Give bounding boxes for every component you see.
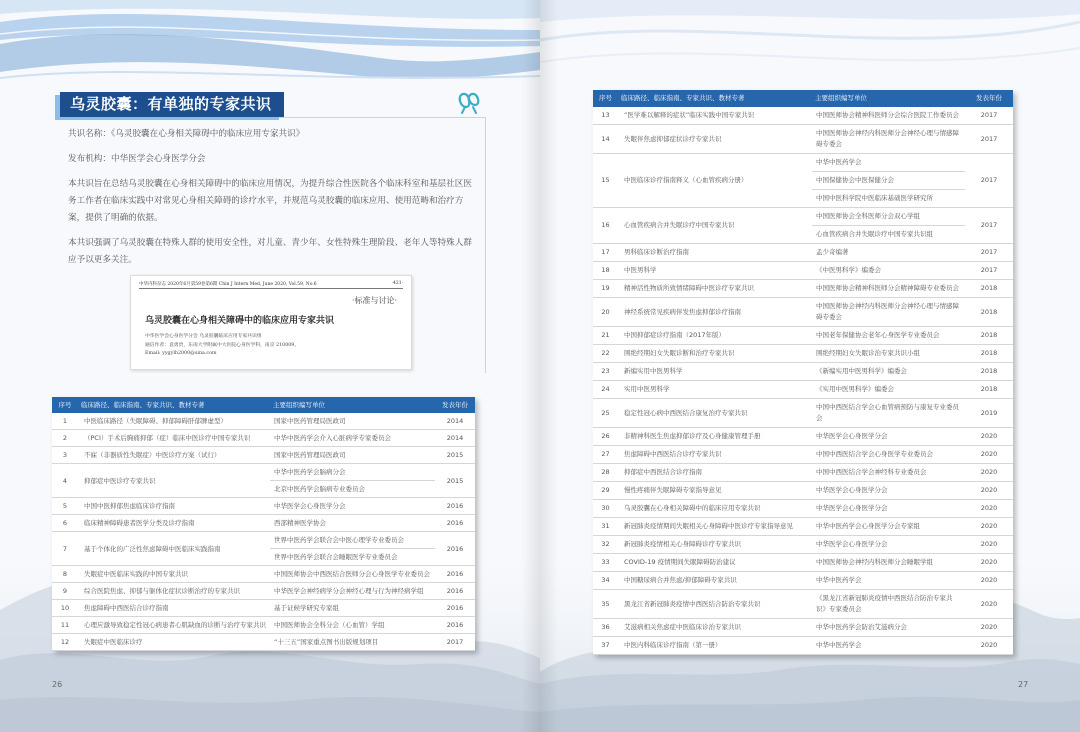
journal-section: ·标准与讨论·	[351, 296, 397, 305]
table-row	[52, 464, 475, 498]
organization-name: 中华中医药学会防治艾滋病分会	[816, 623, 907, 631]
row-number: 5	[52, 498, 78, 515]
row-year: 2017	[965, 125, 1013, 154]
row-year: 2020	[965, 619, 1013, 637]
table-header-row	[593, 90, 1013, 107]
row-organizations	[812, 446, 965, 464]
organization-name: 孟少奇编著	[816, 248, 849, 256]
table-row	[593, 637, 1013, 655]
table-row	[593, 536, 1013, 554]
table-row	[52, 498, 475, 515]
table-row	[52, 583, 475, 600]
organization-name: 中国老年保健协会老年心身医学专业委员会	[816, 331, 940, 339]
row-year: 2020	[965, 518, 1013, 536]
row-organizations	[270, 566, 435, 583]
row-number: 34	[593, 572, 618, 590]
row-title: 失眠伴焦虑抑郁症状诊疗专家共识	[618, 125, 812, 154]
table-row	[593, 125, 1013, 154]
row-number: 24	[593, 381, 618, 399]
row-organizations	[812, 345, 965, 363]
row-title: 焦虑障碍中西医结合诊疗专家共识	[618, 446, 812, 464]
row-title: COVID-19 疫情期间失眠障碍防治建议	[618, 554, 812, 572]
row-year: 2017	[965, 154, 1013, 208]
header-title: 临床路径、临床指南、专家共识、教材专著	[618, 90, 812, 107]
row-organizations	[270, 413, 435, 430]
header-year: 发表年份	[435, 397, 475, 413]
table-row	[593, 381, 1013, 399]
organization-name: 中国中西医结合学会心血管病预防与康复专业委员会	[816, 403, 959, 422]
row-title: “医学难以解释的症状”临床实践中国专家共识	[618, 107, 812, 125]
row-organizations	[270, 447, 435, 464]
organization-name: 中华医学会神经病学分会神经心理与行为神经病学组	[274, 587, 424, 595]
organization-name: 中国医师协会精神科医师分会综合医院工作委员会	[816, 111, 959, 119]
table-row	[593, 464, 1013, 482]
table-row	[52, 447, 475, 464]
table-row	[593, 500, 1013, 518]
row-number: 17	[593, 244, 618, 262]
row-number: 3	[52, 447, 78, 464]
journal-byline	[145, 333, 299, 359]
row-number: 36	[593, 619, 618, 637]
row-organizations	[812, 363, 965, 381]
row-year: 2017	[965, 262, 1013, 280]
row-organizations	[812, 327, 965, 345]
row-organizations	[812, 500, 965, 518]
table-row	[52, 413, 475, 430]
page-number: 27	[1018, 680, 1029, 689]
row-organizations	[812, 554, 965, 572]
table-row	[593, 446, 1013, 464]
organization-name: 中国医师协会神经内科医师分会睡眠学组	[816, 558, 933, 566]
journal-rule	[139, 288, 403, 289]
row-title: 中国中医抑郁焦虑临床诊疗指南	[78, 498, 270, 515]
row-title: 稳定性冠心病中西医结合康复治疗专家共识	[618, 399, 812, 428]
organization-name: 《实用中医男科学》编委会	[816, 385, 894, 393]
journal-correspondence: 通信作者：袁勇贵，东南大学附属中大医院心身医学科，南京 210009，	[145, 342, 300, 348]
table-row	[593, 244, 1013, 262]
row-organizations	[812, 154, 965, 208]
ribbon-knot-icon	[455, 88, 483, 114]
guidelines-table-part-1	[52, 397, 475, 651]
row-organizations	[270, 464, 435, 498]
row-title: 乌灵胶囊在心身相关障碍中的临床应用专家共识	[618, 500, 812, 518]
consensus-intro	[68, 126, 480, 277]
journal-authors: 中华医学会心身医学分会 乌灵胶囊临床应用专家共识组	[145, 334, 262, 339]
row-year: 2018	[965, 363, 1013, 381]
row-year: 2014	[435, 430, 475, 447]
row-organizations	[812, 619, 965, 637]
organization-name: 中华中医药学会	[816, 641, 862, 649]
journal-email: Email: yygylh2000@sina.com	[145, 351, 217, 356]
row-number: 4	[52, 464, 78, 498]
row-number: 12	[52, 634, 78, 651]
row-title: 中医临床路径（失眠障碍、抑郁障碍肝郁脾虚型）	[78, 413, 270, 430]
row-year: 2018	[965, 298, 1013, 327]
row-title: 中医内科临床诊疗指南（第一册）	[618, 637, 812, 655]
row-year: 2016	[435, 532, 475, 566]
row-title: 基于个体化的广泛性焦虑障碍中医临床实践指南	[78, 532, 270, 566]
row-number: 32	[593, 536, 618, 554]
organization-name: 中华医学会心身医学分会	[816, 486, 888, 494]
row-year: 2016	[435, 583, 475, 600]
row-number: 28	[593, 464, 618, 482]
row-year: 2014	[435, 413, 475, 430]
organization-name: 中华医学会心身医学分会	[816, 432, 888, 440]
row-year: 2020	[965, 500, 1013, 518]
row-year: 2018	[965, 327, 1013, 345]
intro-paragraph-2: 本共识强调了乌灵胶囊在特殊人群的使用安全性，对儿童、青少年、女性特殊生理阶段、老年人等特殊人群应予以更多关注。	[68, 238, 472, 265]
organization-name: 西部精神医学协会	[274, 519, 326, 527]
row-year: 2016	[435, 498, 475, 515]
row-title: 不寐（非器质性失眠症）中医诊疗方案（试行）	[78, 447, 270, 464]
row-organizations	[812, 399, 965, 428]
organization-name: 中华医学会心身医学分会	[274, 502, 346, 510]
organization-name: 世界中医药学会联合会睡眠医学专业委员会	[270, 548, 435, 565]
organization-name: 中国医师协会神经内科医师分会神经心理与情感障碍专委会	[816, 129, 959, 148]
row-number: 8	[52, 566, 78, 583]
row-organizations	[812, 280, 965, 298]
row-number: 20	[593, 298, 618, 327]
row-number: 19	[593, 280, 618, 298]
row-number: 33	[593, 554, 618, 572]
row-organizations	[270, 634, 435, 651]
row-organizations	[270, 498, 435, 515]
table-row	[593, 363, 1013, 381]
intro-paragraph-1: 本共识旨在总结乌灵胶囊在心身相关障碍中的临床应用情况，为提升综合性医院各个临床科室和基层社区医务工作者在临床实践中对常见心身相关障碍的诊疗水平，并规范乌灵胶囊的临床应用、使用范畴和治疗方案，提供了明确的依据。	[68, 179, 472, 223]
row-organizations	[812, 262, 965, 280]
row-number: 25	[593, 399, 618, 428]
organization-name: 中国医师协会神经内科医师分会神经心理与情感障碍专委会	[816, 302, 959, 321]
row-organizations	[812, 107, 965, 125]
row-organizations	[812, 518, 965, 536]
table-row	[593, 619, 1013, 637]
row-organizations	[270, 430, 435, 447]
row-year: 2020	[965, 554, 1013, 572]
table-row	[593, 572, 1013, 590]
row-year: 2020	[965, 637, 1013, 655]
row-number: 22	[593, 345, 618, 363]
organization-name: 基于证候学研究专家组	[274, 604, 339, 612]
row-year: 2020	[965, 572, 1013, 590]
header-organization: 主要组织编写单位	[812, 90, 965, 107]
table-row	[52, 617, 475, 634]
table-row	[593, 208, 1013, 244]
table-row	[52, 600, 475, 617]
organization-name: 国家中医药管理局医政司	[274, 451, 346, 459]
row-year: 2017	[965, 208, 1013, 244]
row-year: 2019	[965, 399, 1013, 428]
row-number: 7	[52, 532, 78, 566]
row-year: 2015	[435, 464, 475, 498]
table-body	[593, 107, 1013, 655]
row-organizations	[812, 125, 965, 154]
row-number: 35	[593, 590, 618, 619]
row-title: 实用中医男科学	[618, 381, 812, 399]
organization-name: 中华中医药学会介入心脏病学专家委员会	[274, 434, 391, 442]
table-row	[593, 298, 1013, 327]
row-organizations	[812, 208, 965, 244]
row-organizations	[812, 298, 965, 327]
organization-name: 中华医学会心身医学分会	[816, 540, 888, 548]
row-number: 18	[593, 262, 618, 280]
row-number: 13	[593, 107, 618, 125]
organization-name: 中华中医药学会	[816, 576, 862, 584]
organization-name: 中国医师协会全科医师分会双心学组	[816, 212, 920, 220]
organization-name: 北京中医药学会脑病专业委员会	[270, 480, 435, 497]
table-row	[52, 566, 475, 583]
row-organizations	[270, 617, 435, 634]
row-title: 黑龙江省新冠肺炎疫情中西医结合防治专家共识	[618, 590, 812, 619]
header-number: 序号	[593, 90, 618, 107]
row-title: 临床精神障碍患者医学分类及诊疗指南	[78, 515, 270, 532]
guidelines-table-part-2	[593, 90, 1013, 655]
organization-name: 中国中医科学院中医临床基础医学研究所	[812, 189, 965, 207]
row-number: 14	[593, 125, 618, 154]
row-year: 2020	[965, 482, 1013, 500]
row-title: 精神活性物质所致情绪障碍中医诊疗专家共识	[618, 280, 812, 298]
row-title: 心血管疾病合并失眠诊疗中国专家共识	[618, 208, 812, 244]
section-title-banner: 乌灵胶囊：有单独的专家共识	[60, 92, 284, 117]
row-number: 15	[593, 154, 618, 208]
organization-name: 中国医师协会全科分会（心血管）学组	[274, 621, 385, 629]
table-row	[593, 262, 1013, 280]
page-number: 26	[52, 680, 63, 689]
table-row	[593, 554, 1013, 572]
row-title: 抑郁症中医诊疗专家共识	[78, 464, 270, 498]
row-year: 2020	[965, 464, 1013, 482]
row-year: 2020	[965, 446, 1013, 464]
row-year: 2020	[965, 590, 1013, 619]
journal-article-title: 乌灵胶囊在心身相关障碍中的临床应用专家共识	[145, 316, 335, 326]
organization-name: 《新编实用中医男科学》编委会	[816, 367, 907, 375]
organization-name: 中国医师协会中西医结合医师分会心身医学专业委员会	[274, 570, 430, 578]
row-year: 2017	[965, 244, 1013, 262]
row-year: 2017	[435, 634, 475, 651]
row-number: 37	[593, 637, 618, 655]
row-title: 综合医院焦虑、抑郁与躯体化症状诊断治疗的专家共识	[78, 583, 270, 600]
row-number: 29	[593, 482, 618, 500]
organization-name: 中华中医药学会	[816, 158, 862, 166]
organization-name: 中国医师协会精神科医师分会精神障碍专业委员会	[816, 284, 959, 292]
row-organizations	[270, 532, 435, 566]
row-year: 2018	[965, 280, 1013, 298]
row-organizations	[812, 536, 965, 554]
row-number: 26	[593, 428, 618, 446]
row-title: 新编实用中医男科学	[618, 363, 812, 381]
row-year: 2018	[965, 381, 1013, 399]
organization-name: 中华医学会心身医学分会	[816, 504, 888, 512]
row-organizations	[812, 590, 965, 619]
row-number: 31	[593, 518, 618, 536]
publisher: 发布机构：中华医学会心身医学分会	[68, 154, 206, 164]
organization-name: 《中医男科学》编委会	[816, 266, 881, 274]
row-organizations	[812, 572, 965, 590]
table-body	[52, 413, 475, 651]
row-year: 2016	[435, 515, 475, 532]
journal-excerpt	[130, 275, 412, 370]
row-year: 2017	[965, 107, 1013, 125]
row-organizations	[812, 464, 965, 482]
row-organizations	[812, 428, 965, 446]
row-organizations	[812, 244, 965, 262]
row-number: 10	[52, 600, 78, 617]
table-row	[593, 518, 1013, 536]
table-row	[52, 430, 475, 447]
row-title: 焦虑障碍中西医结合诊疗指南	[78, 600, 270, 617]
row-organizations	[812, 381, 965, 399]
row-number: 1	[52, 413, 78, 430]
row-title: 新冠肺炎疫情相关心身障碍诊疗专家共识	[618, 536, 812, 554]
organization-name: 中华中医药学会心身医学分会专家组	[816, 522, 920, 530]
row-title: 新冠肺炎疫情期间失眠相关心身障碍中医诊疗专家指导意见	[618, 518, 812, 536]
row-organizations	[812, 637, 965, 655]
table-row	[593, 107, 1013, 125]
row-title: 失眠症中医临床实践的中国专家共识	[78, 566, 270, 583]
table-row	[593, 590, 1013, 619]
organization-name: 中华中医药学会脑病分会	[274, 468, 346, 476]
row-number: 23	[593, 363, 618, 381]
row-organizations	[270, 515, 435, 532]
row-organizations	[270, 600, 435, 617]
consensus-name: 共识名称：《乌灵胶囊在心身相关障碍中的临床应用专家共识》	[68, 129, 305, 139]
row-title: 男科临床诊断治疗指南	[618, 244, 812, 262]
header-title: 临床路径、临床指南、专家共识、教材专著	[78, 397, 270, 413]
table-row	[593, 327, 1013, 345]
organization-name: 《黑龙江省新冠肺炎疫情中西医结合防治专家共识》专家委员会	[816, 594, 953, 613]
organization-name: 中国中西医结合学会心身医学专业委员会	[816, 450, 933, 458]
table-row	[593, 154, 1013, 208]
row-year: 2015	[435, 447, 475, 464]
row-year: 2016	[435, 566, 475, 583]
row-number: 27	[593, 446, 618, 464]
row-number: 11	[52, 617, 78, 634]
row-title: 中国糖尿病合并焦虑/抑郁障碍专家共识	[618, 572, 812, 590]
organization-name: 国家中医药管理局医政司	[274, 417, 346, 425]
row-title: 神经系统常见疾病伴发焦虑抑郁诊疗指南	[618, 298, 812, 327]
organization-name: 中国保健协会中医保健分会	[812, 171, 965, 189]
row-number: 9	[52, 583, 78, 600]
row-title: 抑郁症中西医结合诊疗指南	[618, 464, 812, 482]
table-row	[52, 515, 475, 532]
right-page	[540, 0, 1080, 732]
row-year: 2016	[435, 617, 475, 634]
table-row	[593, 399, 1013, 428]
row-year: 2020	[965, 428, 1013, 446]
table-row	[52, 634, 475, 651]
row-title: 围绝经期妇女失眠诊断和治疗专家共识	[618, 345, 812, 363]
row-title: 艾滋病相关焦虑症中医临床诊治专家共识	[618, 619, 812, 637]
organization-name: 世界中医药学会联合会中医心理学专业委员会	[274, 536, 404, 544]
row-title: 中医男科学	[618, 262, 812, 280]
journal-header: 中华内科杂志 2020年6月第59卷第6期 Chin J Intern Med, June 2020, Vol.59, No.6	[139, 282, 317, 287]
row-number: 30	[593, 500, 618, 518]
organization-name: “十三五”国家重点图书出版规划项目	[274, 638, 379, 646]
row-title: 失眠症中医临床诊疗	[78, 634, 270, 651]
header-number: 序号	[52, 397, 78, 413]
row-number: 16	[593, 208, 618, 244]
row-title: 中医临床诊疗指南释义（心血管疾病分册）	[618, 154, 812, 208]
table-row	[52, 532, 475, 566]
row-year: 2020	[965, 536, 1013, 554]
organization-name: 中国中西医结合学会神经科专业委员会	[816, 468, 927, 476]
header-organization: 主要组织编写单位	[270, 397, 435, 413]
table-row	[593, 428, 1013, 446]
journal-page-number: ·421·	[391, 281, 403, 286]
row-title: 中国抑郁症诊疗指南（2017年版）	[618, 327, 812, 345]
row-title: 非精神科医生焦虑抑郁诊疗及心身健康管理手册	[618, 428, 812, 446]
table-row	[593, 280, 1013, 298]
row-organizations	[270, 583, 435, 600]
row-number: 21	[593, 327, 618, 345]
header-year: 发表年份	[965, 90, 1013, 107]
row-title: 心理应激导致稳定性冠心病患者心肌缺血的诊断与治疗专家共识	[78, 617, 270, 634]
organization-name: 心血管疾病合并失眠诊疗中国专家共识组	[812, 225, 965, 243]
row-year: 2016	[435, 600, 475, 617]
table-row	[593, 482, 1013, 500]
table-row	[593, 345, 1013, 363]
table-header-row	[52, 397, 475, 413]
row-year: 2018	[965, 345, 1013, 363]
row-number: 2	[52, 430, 78, 447]
row-number: 6	[52, 515, 78, 532]
row-title: 慢性疼痛伴失眠障碍专家指导意见	[618, 482, 812, 500]
organization-name: 围绝经期妇女失眠诊治专家共识小组	[816, 349, 920, 357]
row-title: （PCI）手术后胸痛抑郁（症）临床中医诊疗中国专家共识	[78, 430, 270, 447]
row-organizations	[812, 482, 965, 500]
